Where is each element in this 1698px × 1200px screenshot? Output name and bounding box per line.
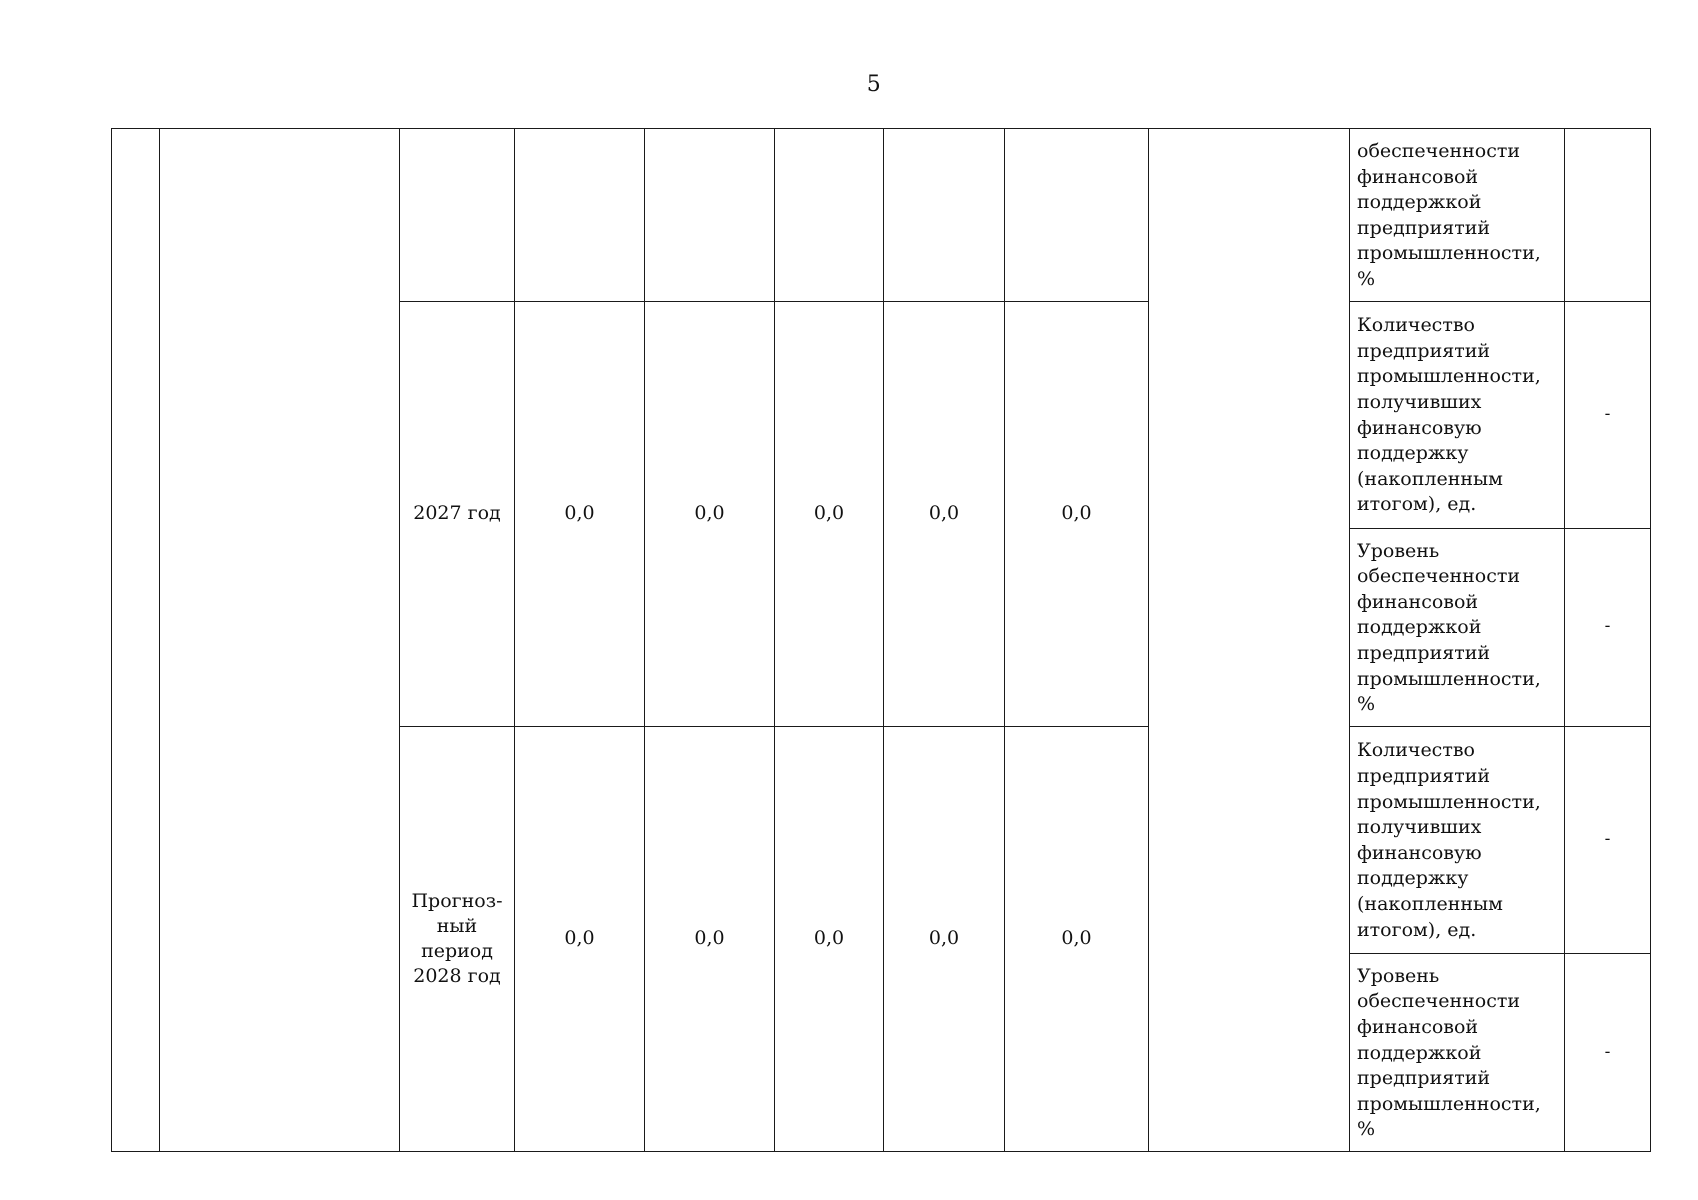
cell-value: 0,0: [884, 301, 1005, 726]
cell-period: [400, 129, 515, 302]
cell-value: [645, 129, 775, 302]
cell-number: [112, 129, 160, 1152]
cell-value: 0,0: [515, 301, 645, 726]
cell-value: [775, 129, 884, 302]
cell-indicator-value: [1565, 129, 1651, 302]
program-table: [111, 128, 1651, 1152]
cell-indicator: обеспеченности финансовой поддержкой предприятий промышленности, %: [1350, 129, 1565, 302]
cell-value: 0,0: [515, 726, 645, 1151]
cell-activity-name: [160, 129, 400, 1152]
cell-value: [884, 129, 1005, 302]
cell-period: 2027 год: [400, 301, 515, 726]
cell-indicator-value: -: [1565, 953, 1651, 1151]
cell-value: [1005, 129, 1149, 302]
cell-value: 0,0: [775, 726, 884, 1151]
cell-value: [515, 129, 645, 302]
cell-value: 0,0: [645, 301, 775, 726]
cell-responsible: [1149, 129, 1350, 1152]
cell-value: 0,0: [884, 726, 1005, 1151]
cell-indicator-value: -: [1565, 301, 1651, 528]
cell-value: 0,0: [775, 301, 884, 726]
cell-value: 0,0: [645, 726, 775, 1151]
page-number: 5: [866, 72, 882, 97]
table-row: [112, 129, 1651, 302]
cell-indicator: Уровень обеспеченности финансовой поддержкой предприятий промышленности, %: [1350, 953, 1565, 1151]
cell-indicator: Уровень обеспеченности финансовой поддержкой предприятий промышленности, %: [1350, 528, 1565, 726]
cell-indicator-value: -: [1565, 726, 1651, 953]
cell-value: 0,0: [1005, 726, 1149, 1151]
cell-indicator: Количество предприятий промышленности, получивших финансовую поддержку (накопленным итогом), ед.: [1350, 726, 1565, 953]
cell-indicator-value: -: [1565, 528, 1651, 726]
cell-value: 0,0: [1005, 301, 1149, 726]
cell-indicator: Количество предприятий промышленности, получивших финансовую поддержку (накопленным итогом), ед.: [1350, 301, 1565, 528]
cell-period: Прогноз-ный период 2028 год: [400, 726, 515, 1151]
